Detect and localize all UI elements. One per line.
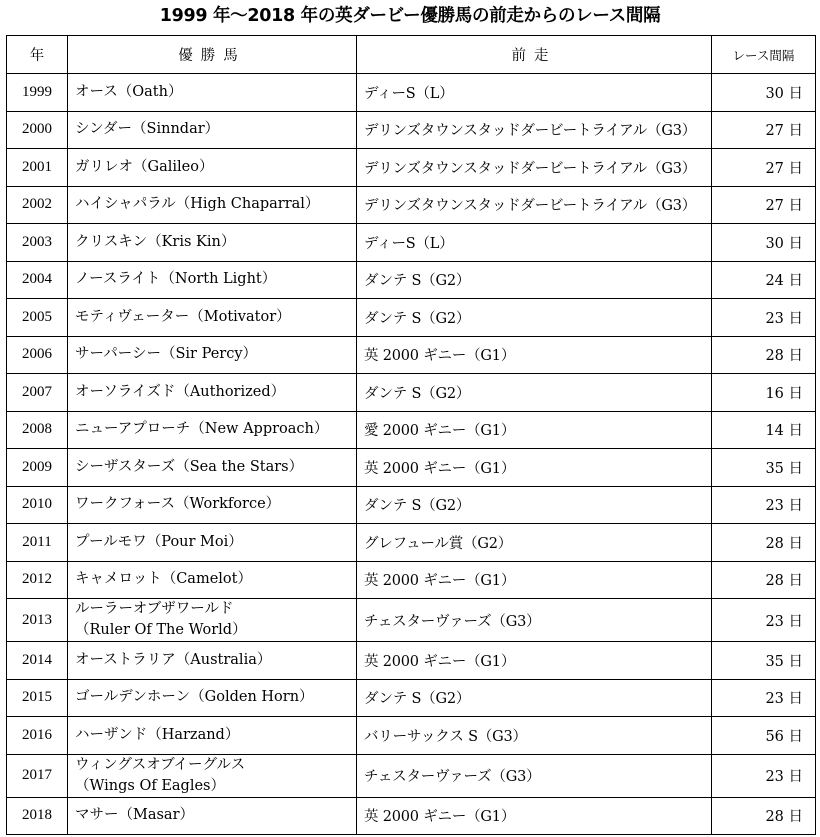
cell-race-interval: 28 日 xyxy=(712,561,816,599)
cell-previous-race: チェスターヴァーズ（G3） xyxy=(357,754,712,797)
winner-name-line: オース（Oath） xyxy=(75,83,183,100)
winner-name-line: プールモワ（Pour Moi） xyxy=(75,533,243,550)
cell-previous-race: デリンズタウンスタッドダービートライアル（G3） xyxy=(357,186,712,224)
cell-year: 2012 xyxy=(7,561,68,599)
cell-previous-race: ディーS（L） xyxy=(357,224,712,262)
cell-previous-race: デリンズタウンスタッドダービートライアル（G3） xyxy=(357,111,712,149)
winner-name-line: シーザスターズ（Sea the Stars） xyxy=(75,458,304,475)
cell-year: 2014 xyxy=(7,642,68,680)
cell-race-interval: 23 日 xyxy=(712,679,816,717)
table-header-row xyxy=(7,36,816,74)
cell-winner xyxy=(68,486,357,524)
cell-race-interval: 28 日 xyxy=(712,797,816,835)
cell-year: 2000 xyxy=(7,111,68,149)
table-row xyxy=(7,74,816,112)
winner-name-line: ゴールデンホーン（Golden Horn） xyxy=(75,689,314,706)
table-row xyxy=(7,754,816,797)
cell-race-interval: 23 日 xyxy=(712,486,816,524)
cell-race-interval: 23 日 xyxy=(712,299,816,337)
table-row xyxy=(7,111,816,149)
cell-previous-race: 英 2000 ギニー（G1） xyxy=(357,797,712,835)
cell-race-interval: 14 日 xyxy=(712,411,816,449)
results-table xyxy=(6,35,816,835)
winner-name-line: ガリレオ（Galileo） xyxy=(75,158,214,175)
cell-winner xyxy=(68,186,357,224)
cell-race-interval: 24 日 xyxy=(712,261,816,299)
cell-year: 2018 xyxy=(7,797,68,835)
table-row xyxy=(7,561,816,599)
winner-name-line: ワークフォース（Workforce） xyxy=(75,496,281,513)
cell-winner xyxy=(68,797,357,835)
cell-previous-race: 英 2000 ギニー（G1） xyxy=(357,642,712,680)
cell-previous-race: ダンテ S（G2） xyxy=(357,486,712,524)
winner-name-line: シンダー（Sinndar） xyxy=(75,121,220,138)
table-row xyxy=(7,224,816,262)
cell-year: 2011 xyxy=(7,524,68,562)
table-row xyxy=(7,149,816,187)
winner-name-line: ハーザンド（Harzand） xyxy=(75,726,240,743)
cell-year: 2003 xyxy=(7,224,68,262)
cell-previous-race: 英 2000 ギニー（G1） xyxy=(357,336,712,374)
cell-winner xyxy=(68,374,357,412)
cell-year: 2010 xyxy=(7,486,68,524)
cell-winner xyxy=(68,149,357,187)
table-row xyxy=(7,642,816,680)
cell-winner xyxy=(68,261,357,299)
cell-winner xyxy=(68,754,357,797)
table-row xyxy=(7,186,816,224)
cell-winner xyxy=(68,224,357,262)
cell-winner xyxy=(68,299,357,337)
cell-race-interval: 35 日 xyxy=(712,642,816,680)
table-row xyxy=(7,524,816,562)
cell-year: 2005 xyxy=(7,299,68,337)
winner-name-line: クリスキン（Kris Kin） xyxy=(75,233,236,250)
table-row xyxy=(7,717,816,755)
cell-previous-race: ダンテ S（G2） xyxy=(357,679,712,717)
table-row xyxy=(7,299,816,337)
cell-previous-race: ダンテ S（G2） xyxy=(357,374,712,412)
table-row xyxy=(7,449,816,487)
header-winner: 優勝馬 xyxy=(68,36,357,74)
table-row xyxy=(7,679,816,717)
cell-previous-race: チェスターヴァーズ（G3） xyxy=(357,599,712,642)
cell-winner xyxy=(68,599,357,642)
cell-previous-race: ダンテ S（G2） xyxy=(357,299,712,337)
cell-year: 1999 xyxy=(7,74,68,112)
cell-previous-race: デリンズタウンスタッドダービートライアル（G3） xyxy=(357,149,712,187)
cell-previous-race: 英 2000 ギニー（G1） xyxy=(357,561,712,599)
cell-year: 2016 xyxy=(7,717,68,755)
cell-year: 2001 xyxy=(7,149,68,187)
cell-race-interval: 35 日 xyxy=(712,449,816,487)
winner-name-line: ハイシャパラル（High Chaparral） xyxy=(75,196,320,213)
cell-race-interval: 23 日 xyxy=(712,599,816,642)
cell-race-interval: 27 日 xyxy=(712,149,816,187)
winner-name-line: ルーラーオブザワールド xyxy=(75,601,234,617)
cell-previous-race: ディーS（L） xyxy=(357,74,712,112)
cell-previous-race: ダンテ S（G2） xyxy=(357,261,712,299)
cell-year: 2007 xyxy=(7,374,68,412)
table-row xyxy=(7,261,816,299)
cell-year: 2013 xyxy=(7,599,68,642)
header-year: 年 xyxy=(7,36,68,74)
winner-name-line: オーストラリア（Australia） xyxy=(75,651,272,668)
winner-name-line: ウィングスオブイーグルス xyxy=(75,756,246,773)
cell-winner xyxy=(68,449,357,487)
winner-name-line: （Wings Of Eagles） xyxy=(75,777,225,794)
table-body xyxy=(7,74,816,835)
cell-race-interval: 27 日 xyxy=(712,111,816,149)
cell-race-interval: 23 日 xyxy=(712,754,816,797)
cell-winner xyxy=(68,717,357,755)
page-title: 1999 年～2018 年の英ダービー優勝馬の前走からのレース間隔 xyxy=(159,6,661,26)
cell-previous-race: 英 2000 ギニー（G1） xyxy=(357,449,712,487)
winner-name-line: オーソライズド（Authorized） xyxy=(75,383,286,400)
cell-year: 2006 xyxy=(7,336,68,374)
cell-year: 2002 xyxy=(7,186,68,224)
cell-winner xyxy=(68,336,357,374)
cell-race-interval: 30 日 xyxy=(712,74,816,112)
winner-name-line: モティヴェーター（Motivator） xyxy=(75,308,291,325)
cell-race-interval: 30 日 xyxy=(712,224,816,262)
winner-name-line: ニューアプローチ（New Approach） xyxy=(75,421,329,438)
table-row xyxy=(7,336,816,374)
cell-race-interval: 16 日 xyxy=(712,374,816,412)
cell-previous-race: グレフュール賞（G2） xyxy=(357,524,712,562)
cell-year: 2009 xyxy=(7,449,68,487)
header-race-interval: レース間隔 xyxy=(712,36,816,74)
table-row xyxy=(7,374,816,412)
winner-name-line: マサー（Masar） xyxy=(75,807,195,824)
table-row xyxy=(7,486,816,524)
cell-previous-race: バリーサックス S（G3） xyxy=(357,717,712,755)
cell-race-interval: 28 日 xyxy=(712,524,816,562)
winner-name-line: サーパーシー（Sir Percy） xyxy=(75,346,258,363)
cell-year: 2004 xyxy=(7,261,68,299)
table-row xyxy=(7,797,816,835)
table-row xyxy=(7,599,816,642)
cell-year: 2015 xyxy=(7,679,68,717)
winner-name-line: （Ruler Of The World） xyxy=(75,622,247,638)
winner-name-line: ノースライト（North Light） xyxy=(75,271,277,288)
table-row xyxy=(7,411,816,449)
cell-race-interval: 56 日 xyxy=(712,717,816,755)
cell-winner xyxy=(68,74,357,112)
cell-winner xyxy=(68,561,357,599)
cell-race-interval: 27 日 xyxy=(712,186,816,224)
cell-winner xyxy=(68,524,357,562)
cell-winner xyxy=(68,111,357,149)
winner-name-line: キャメロット（Camelot） xyxy=(75,571,252,588)
cell-previous-race: 愛 2000 ギニー（G1） xyxy=(357,411,712,449)
cell-race-interval: 28 日 xyxy=(712,336,816,374)
cell-winner xyxy=(68,679,357,717)
header-previous-race: 前走 xyxy=(357,36,712,74)
cell-year: 2017 xyxy=(7,754,68,797)
cell-year: 2008 xyxy=(7,411,68,449)
cell-winner xyxy=(68,411,357,449)
cell-winner xyxy=(68,642,357,680)
